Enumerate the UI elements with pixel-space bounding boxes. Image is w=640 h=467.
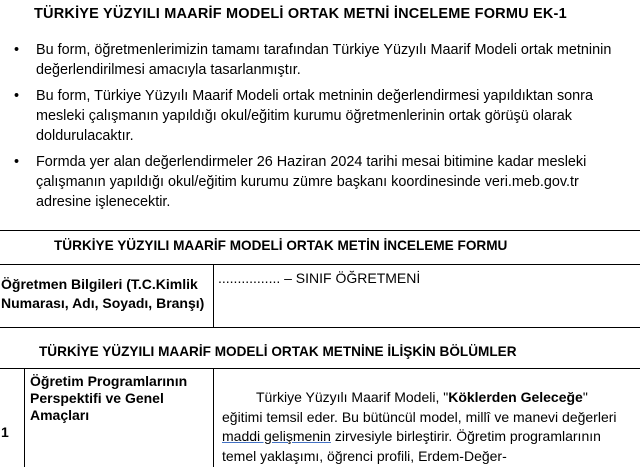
list-item — [14, 86, 624, 146]
table-column-divider — [24, 368, 25, 467]
row-number: 1 — [1, 424, 9, 440]
bullet-icon: • — [14, 88, 20, 104]
section-label: Öğretim Programlarının Perspektifi ve Genel Amaçları — [30, 373, 188, 423]
section-text-part: Türkiye Yüzyılı Maarif Modeli, " — [256, 389, 449, 405]
teacher-info-value: ................ – SINIF ÖĞRETMENİ — [218, 270, 421, 286]
table-column-divider — [213, 264, 214, 327]
table-border — [0, 368, 640, 369]
instruction-list — [14, 40, 624, 218]
bullet-icon: • — [14, 42, 20, 58]
teacher-info-label: Öğretmen Bilgileri (T.C.Kimlik Numarası, Adı, Soyadı, Branşı) — [1, 276, 205, 311]
bullet-icon: • — [14, 154, 20, 170]
table-border-top — [0, 230, 640, 231]
section-text-part: " eğitimi temsil eder. Bu bütüncül model, millî ve manevi değerleri — [222, 389, 617, 425]
table-border — [0, 264, 640, 265]
section-text-part: zirvesiyle birleştirir. Öğretim programlarının temel yaklaşımı, öğrenci profili, Erdem-Değer- — [222, 428, 601, 464]
table-border — [0, 327, 640, 328]
section-text-emphasis: Köklerden Geleceğe — [448, 389, 583, 405]
spellcheck-underline: maddi gelişmenin — [222, 428, 331, 444]
form-title: TÜRKİYE YÜZYILI MAARİF MODELİ ORTAK METNİ İNCELEME FORMU EK-1 — [34, 6, 567, 22]
list-item — [14, 40, 624, 80]
section-text — [222, 388, 632, 466]
list-item — [14, 152, 624, 212]
instruction-text: Formda yer alan değerlendirmeler 26 Haziran 2024 tarihi mesai bitimine kadar mesleki çalışmanın yapıldığı okul/eğitim kurumu zümre başkanı koordinesinde veri.meb.gov.tr adresine işlenecektir. — [36, 154, 587, 210]
table-column-divider — [213, 368, 214, 467]
table-heading: TÜRKİYE YÜZYILI MAARİF MODELİ ORTAK METİN İNCELEME FORMU — [54, 238, 508, 253]
instruction-text: Bu form, öğretmenlerimizin tamamı tarafından Türkiye Yüzyılı Maarif Modeli ortak metninin değerlendirilmesi amacıyla tasarlanmıştır. — [36, 42, 612, 78]
instruction-text: Bu form, Türkiye Yüzyılı Maarif Modeli ortak metninin değerlendirmesi yapıldıktan sonra mesleki çalışmanın yapıldığı okul/eğitim kurumu öğretmenlerinin ortak görüşü olarak doldurulacaktır. — [36, 88, 593, 144]
sections-heading: TÜRKİYE YÜZYILI MAARİF MODELİ ORTAK METNİNE İLİŞKİN BÖLÜMLER — [39, 344, 517, 359]
